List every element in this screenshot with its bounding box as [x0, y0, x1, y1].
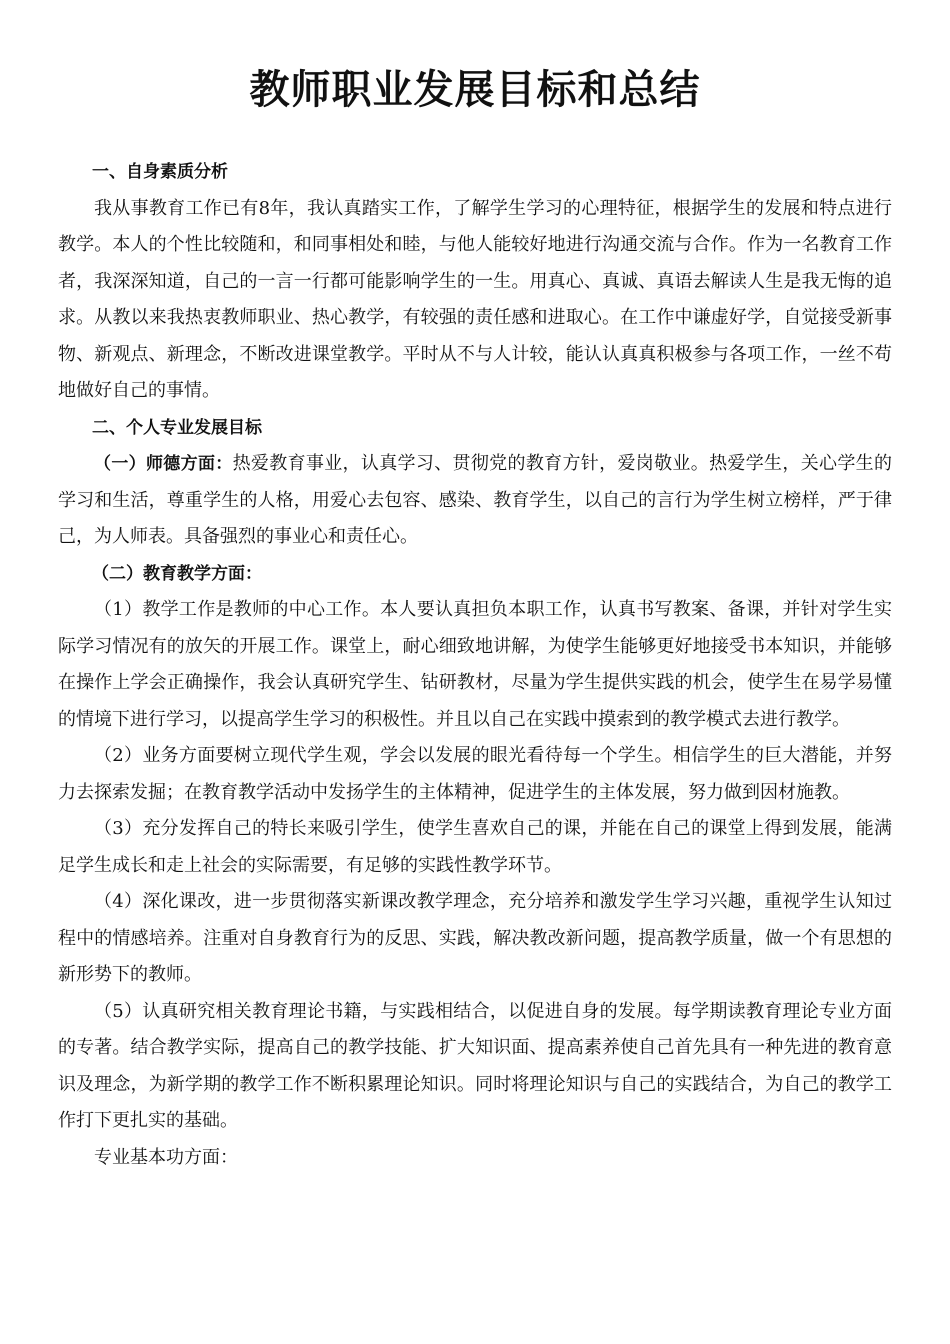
section-1-heading: 一、自身素质分析 [92, 162, 228, 182]
teaching-item-2: （2）业务方面要树立现代学生观，学会以发展的眼光看待每一个学生。相信学生的巨大潜能，并努力去探索发掘；在教育教学活动中发扬学生的主体精神，促进学生的主体发展，努力做到因材施教。 [58, 745, 892, 803]
teaching-heading: （二）教育教学方面： [92, 563, 262, 584]
basic-skills-heading: 专业基本功方面： [94, 1146, 238, 1168]
section-2-heading: 二、个人专业发展目标 [92, 417, 262, 438]
document-body [58, 154, 892, 1176]
document-title: 教师职业发展目标和总结 [249, 67, 701, 113]
teaching-item-3: （3）充分发挥自己的特长来吸引学生，使学生喜欢自己的课，并能在自己的课堂上得到发展，能满足学生成长和走上社会的实际需要，有足够的实践性教学环节。 [58, 818, 892, 876]
ethics-paragraph [58, 446, 892, 556]
self-analysis-paragraph: 我从事教育工作已有8年，我认真踏实工作，了解学生学习的心理特征，根据学生的发展和特点进行教学。本人的个性比较随和，和同事相处和睦，与他人能较好地进行沟通交流与合作。作为一名教育工作者，我深深知道，自己的一言一行都可能影响学生的一生。用真心、真诚、真语去解读人生是我无悔的追求。从教以来我热衷教师职业、热心教学，有较强的责任感和进取心。在工作中谦虚好学，自觉接受新事物、新观点、新理念，不断改进课堂教学。平时从不与人计较，能认认真真积极参与各项工作，一丝不苟地做好自己的事情。 [58, 197, 892, 401]
ethics-text: 热爱教育事业，认真学习、贯彻党的教育方针，爱岗敬业。热爱学生，关心学生的学习和生活，尊重学生的人格，用爱心去包容、感染、教育学生，以自己的言行为学生树立榜样，严于律己，为人师表。具备强烈的事业心和责任心。 [58, 453, 893, 547]
ethics-label: （一）师德方面： [94, 454, 233, 474]
teaching-item-5: （5）认真研究相关教育理论书籍，与实践相结合，以促进自身的发展。每学期读教育理论专业方面的专著。结合教学实际，提高自己的教学技能、扩大知识面、提高素养使自己首先具有一种先进的教育意识及理念，为新学期的教学工作不断积累理论知识。同时将理论知识与自己的实践结合，为自己的教学工作打下更扎实的基础。 [58, 1000, 892, 1131]
teaching-item-1: （1）教学工作是教师的中心工作。本人要认真担负本职工作，认真书写教案、备课，并针对学生实际学习情况有的放矢的开展工作。课堂上，耐心细致地讲解，为使学生能够更好地接受书本知识，并能够在操作上学会正确操作，我会认真研究学生、钻研教材，尽量为学生提供实践的机会，使学生在易学易懂的情境下进行学习，以提高学生学习的积极性。并且以自己在实践中摸索到的教学模式去进行教学。 [58, 599, 892, 730]
teaching-item-4: （4）深化课改，进一步贯彻落实新课改教学理念，充分培养和激发学生学习兴趣，重视学生认知过程中的情感培养。注重对自身教育行为的反思、实践，解决教改新问题，提高教学质量，做一个有思想的新形势下的教师。 [58, 891, 892, 985]
